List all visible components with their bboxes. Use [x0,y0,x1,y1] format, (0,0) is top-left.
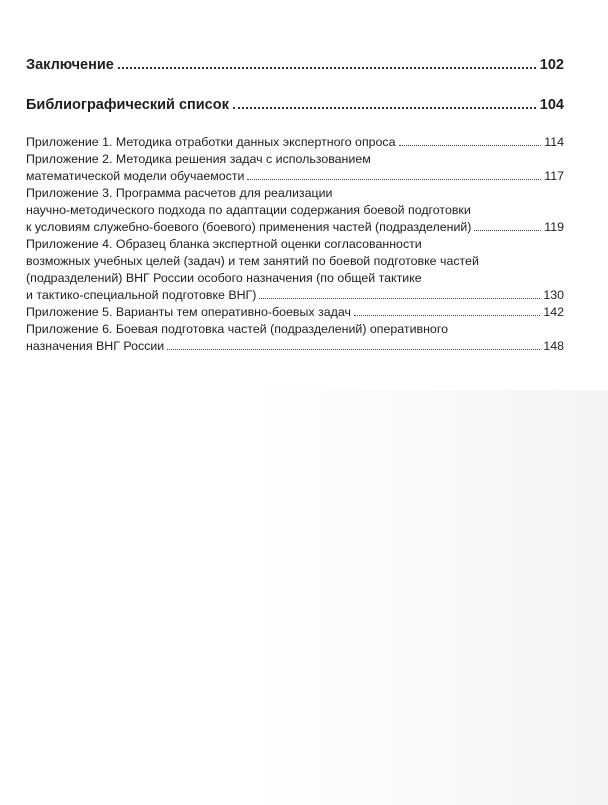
toc-line [26,219,564,236]
toc-entry-title: Заключение [26,57,114,73]
dot-leader [233,106,536,109]
toc-line [26,304,564,321]
dot-leader [354,314,540,316]
toc-entry-page: 130 [543,288,564,302]
appendix-list [26,134,564,355]
toc-line-text: математической модели обучаемости [26,169,245,183]
table-of-contents [26,56,564,355]
toc-entry-page: 114 [544,135,564,149]
dot-leader [259,297,540,299]
toc-entry-conclusion [26,56,564,74]
toc-line-text: к условиям служебно-боевого (боевого) применения частей (подразделений) [26,220,472,234]
toc-line-text: Приложение 2. Методика решения задач с использованием [26,152,371,166]
toc-entry-bibliography [26,96,564,114]
page-shadow [250,390,608,805]
toc-entry-appendix-3 [26,185,564,236]
toc-line-text: Приложение 6. Боевая подготовка частей (подразделений) оперативного [26,322,448,336]
dot-leader [474,229,541,231]
toc-line-text: Приложение 1. Методика отработки данных экспертного опроса [26,135,396,149]
toc-line [26,287,564,304]
toc-entry-appendix-5 [26,304,564,321]
toc-line [26,134,564,151]
toc-entry-appendix-2 [26,151,564,185]
toc-line-text: Приложение 5. Варианты тем оперативно-боевых задач [26,305,351,319]
toc-entry-page: 104 [539,97,564,113]
dot-leader [399,144,542,146]
toc-line-text: (подразделений) ВНГ России особого назначения (по общей тактике [26,271,422,285]
toc-line-text: возможных учебных целей (задач) и тем занятий по боевой подготовке частей [26,254,479,268]
toc-line-text: Приложение 3. Программа расчетов для реализации [26,186,333,200]
toc-entry-page: 148 [543,339,564,353]
toc-entry-page: 117 [544,169,564,183]
toc-line [26,168,564,185]
toc-line-text: Приложение 4. Образец бланка экспертной оценки согласованности [26,237,422,251]
toc-line-text: научно-методического подхода по адаптации содержания боевой подготовки [26,203,471,217]
dot-leader [247,178,541,180]
toc-line [26,338,564,355]
dot-leader [167,348,540,350]
toc-entry-appendix-1 [26,134,564,151]
toc-entry-appendix-4 [26,236,564,304]
toc-entry-page: 119 [544,220,564,234]
toc-entry-appendix-6 [26,321,564,355]
dot-leader [118,66,536,69]
toc-entry-page: 142 [543,305,564,319]
toc-entry-title: Библиографический список [26,97,229,113]
toc-entry-page: 102 [539,57,564,73]
toc-line-text: назначения ВНГ России [26,339,165,353]
toc-line-text: и тактико-специальной подготовке ВНГ) [26,288,257,302]
